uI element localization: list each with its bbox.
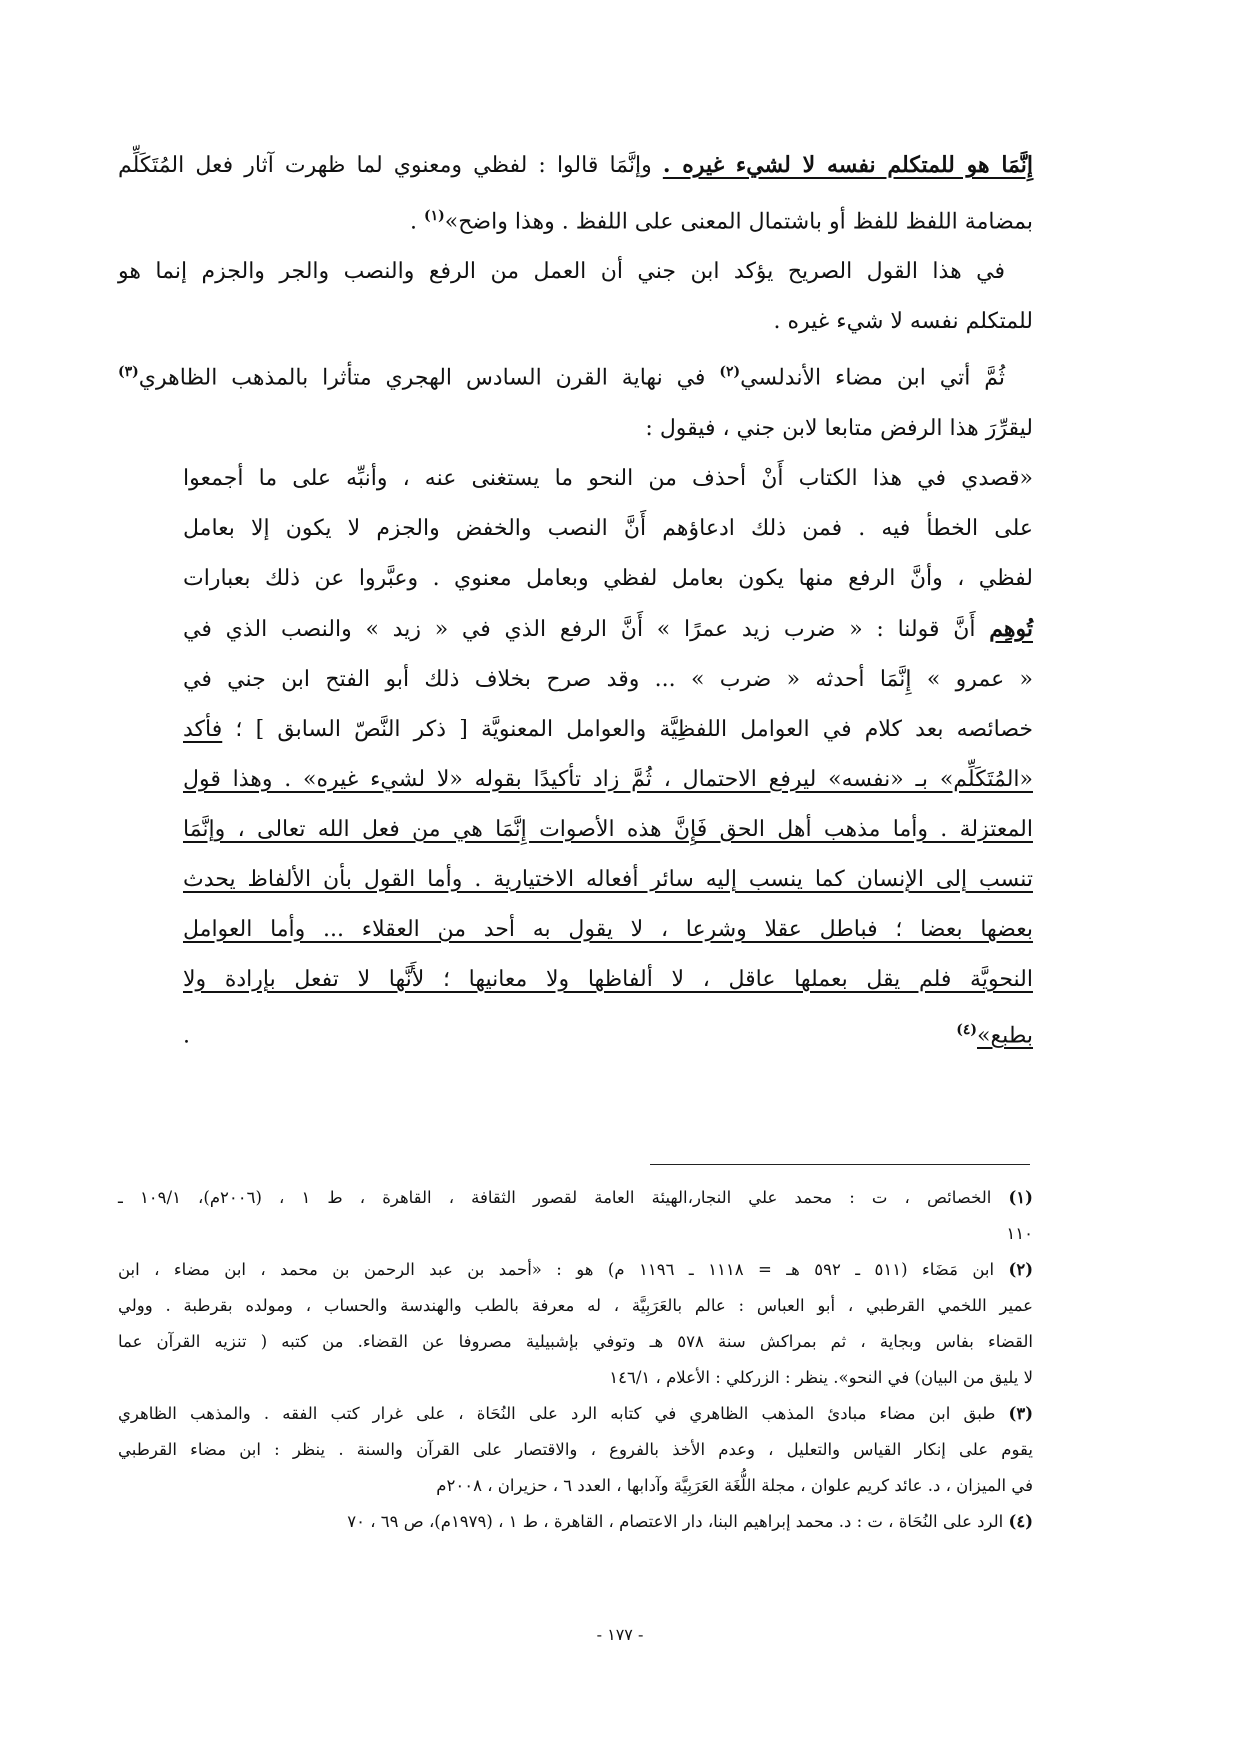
footnote-separator xyxy=(650,1164,1030,1165)
footnote-line: (٤) الرد على النُحَاة ، ت : د. محمد إبراهيم البنا، دار الاعتصام ، القاهرة ، ط ١ ، (١٩٧٩م)، ص ٦٩ ، ٧٠ xyxy=(347,1512,1033,1531)
quote-line: تنسب إلى الإنسان كما ينسب إليه سائر أفعاله الاختيارية . وأما القول بأن الألفاظ يحدث xyxy=(183,866,1033,892)
quote-line: المعتزلة . وأما مذهب أهل الحق فَإِنَّ هذه الأصوات إِنَّمَا هي من فعل الله تعالى ، وإنَّمَا xyxy=(183,816,1033,842)
footnote-line: في الميزان ، د. عائد كريم علوان ، مجلة اللُّغَة العَرَبِيَّة وآدابها ، العدد ٦ ، حزيران ، ٢٠٠٨م xyxy=(436,1476,1033,1495)
text-line: في هذا القول الصريح يؤكد ابن جني أن العمل من الرفع والنصب والجر والجزم إنما هو xyxy=(118,259,1005,285)
quote-line: النحويَّة فلم يقل بعملها عاقل ، لا ألفاظها ولا معانيها ؛ لأَنَّها لا تفعل بإرادة ولا xyxy=(183,966,1033,992)
text-line: إِنَّمَا هو للمتكلم نفسه لا لشيء غيره . وإنَّمَا قالوا : لفظي ومعنوي لما ظهرت آثار فعل المُتَكَلِّم xyxy=(118,152,1033,178)
text-line: ثُمَّ أتي ابن مضاء الأندلسي$^{(٢)}$ في نهاية القرن السادس الهجري متأثرا بالمذهب الظاهري$^{(٣)}$ xyxy=(118,364,1005,391)
footnote-line: (٢) ابن مَضَاء (٥١١ ـ ٥٩٢ هـ = ١١١٨ ـ ١١٩٦ م) هو : «أحمد بن عبد الرحمن بن محمد ، ابن مضاء ، ابن xyxy=(118,1260,1034,1279)
quote-line: «قصدي في هذا الكتاب أَنْ أحذف من النحو ما يستغنى عنه ، وأنبِّه على ما أجمعوا xyxy=(183,465,1033,491)
footnote-ref: (٢) xyxy=(719,364,741,381)
text-line: للمتكلم نفسه لا شيء غيره . xyxy=(773,309,1033,335)
quote-line: لفظي ، وأنَّ الرفع منها يكون بعامل لفظي وبعامل معنوي . وعبَّروا عن ذلك بعبارات xyxy=(183,565,1033,591)
footnote-line: لا يليق من البيان) في النحو». ينظر : الزركلي : الأعلام ، ١٤٦/١ xyxy=(609,1368,1033,1387)
quote-line: «المُتَكَلِّم» بـ «نفسه» ليرفع الاحتمال ، ثُمَّ زاد تأكيدًا بقوله «لا لشيء غيره» . وهذا قول xyxy=(183,766,1033,792)
footnote-line: يقوم على إنكار القياس والتعليل ، وعدم الأخذ بالفروع ، والاقتصار على القرآن والسنة . ينظر : ابن مضاء القرطبي xyxy=(118,1440,1033,1459)
text-line: ليقرِّرَ هذا الرفض متابعا لابن جني ، فيقول : xyxy=(645,415,1033,441)
footnote-line: ١١٠ xyxy=(1006,1224,1033,1243)
footnote-ref: (٤) xyxy=(956,1021,978,1038)
footnote-line: (٣) طبق ابن مضاء مبادئ المذهب الظاهري في كتابه الرد على النُحَاة ، على غرار كتب الفقه . والمذهب الظاهري xyxy=(118,1404,1033,1423)
footnote-line: القضاء بفاس وبجاية ، ثم بمراكش سنة ٥٧٨ هـ وتوفي بإشبيلية مصروفا عن القضاء. من كتبه ( تنزيه القرآن عما xyxy=(118,1332,1033,1351)
block-quote xyxy=(118,454,1033,1061)
page-number: - ١٧٧ - xyxy=(596,1625,644,1644)
quote-line: « عمرو » إِنَّمَا أحدثه « ضرب » ... وقد صرح بخلاف ذلك أبو الفتح ابن جني في xyxy=(183,666,1033,692)
footnote-line: عمير اللخمي القرطبي ، أبو العباس : عالم بالعَرَبِيَّة ، له معرفة بالطب والهندسة والحساب ، ومولده بقرطبة . وولي xyxy=(118,1296,1033,1315)
quote-line: تُوهِم أَنَّ قولنا : « ضرب زيد عمرًا » أَنَّ الرفع الذي في « زيد » والنصب الذي في xyxy=(183,615,1033,642)
footnote-ref: (١) xyxy=(423,208,445,224)
main-text xyxy=(118,140,1033,1061)
text-line: بمضامة اللفظ للفظ أو باشتمال المعنى على اللفظ . وهذا واضح»$^{(١)}$ . xyxy=(409,208,1033,235)
footnote-ref: (٣) xyxy=(118,364,139,381)
footnote-line: (١) الخصائص ، ت : محمد علي النجار،الهيئة العامة لقصور الثقافة ، القاهرة ، ط ١ ، (٢٠٠٦م)، ١٠٩/١ ـ xyxy=(118,1188,1033,1207)
quote-line: على الخطأ فيه . فمن ذلك ادعاؤهم أَنَّ النصب والخفض والجزم لا يكون إلا بعامل xyxy=(183,515,1033,541)
footnotes xyxy=(118,1180,1033,1540)
quote-line: خصائصه بعد كلام في العوامل اللفظِيَّة والعوامل المعنويَّة [ ذكر النَّصّ السابق ] ؛ فأكد xyxy=(183,716,1033,742)
underlined-phrase: إِنَّمَا هو للمتكلم نفسه لا لشيء غيره . xyxy=(662,152,1033,178)
quote-line: بعضها بعضا ؛ فباطل عقلا وشرعا ، لا يقول به أحد من العقلاء ... وأما العوامل xyxy=(183,916,1034,942)
quote-line: بطبع»$^{(٤)}$ . xyxy=(183,1021,1033,1048)
